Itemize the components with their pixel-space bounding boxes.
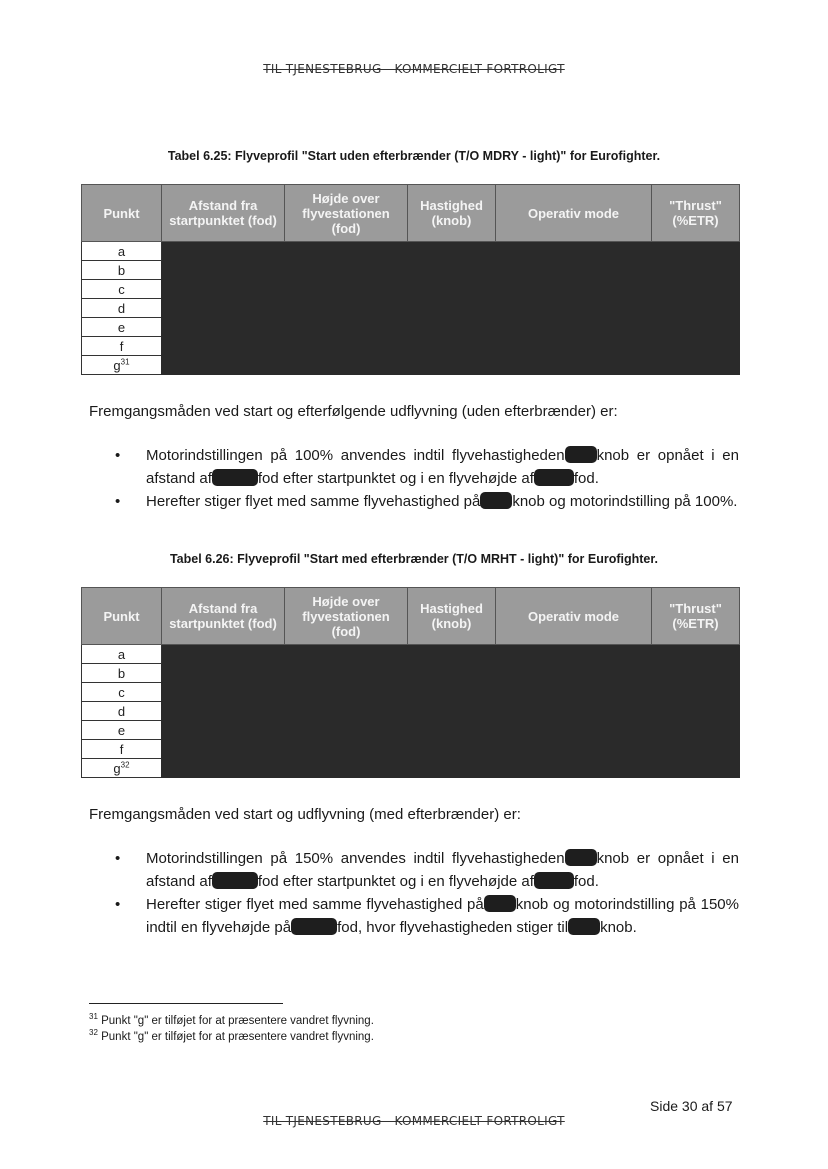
- header-thrust: "Thrust" (%ETR): [652, 185, 740, 242]
- point-label: c: [82, 683, 162, 702]
- redaction-mark: [534, 872, 574, 889]
- header-punkt: Punkt: [82, 185, 162, 242]
- table-caption-6-26: Tabel 6.26: Flyveprofil "Start med efterbrænder (T/O MRHT - light)" for Eurofighter.: [169, 552, 659, 566]
- flight-profile-table-no-afterburner: [81, 184, 740, 375]
- redaction-mark: [480, 492, 512, 509]
- footnote-ref[interactable]: 31: [120, 357, 130, 367]
- point-label: e: [82, 318, 162, 337]
- point-label: d: [82, 702, 162, 721]
- point-label: b: [82, 261, 162, 280]
- header-operative-mode: Operativ mode: [496, 588, 652, 645]
- redaction-mark: [212, 469, 258, 486]
- redaction-mark: [484, 895, 516, 912]
- procedure-intro: Fremgangsmåden ved start og efterfølgende udflyvning (uden efterbrænder) er:: [89, 403, 618, 420]
- classification-header: TIL TJENESTEBRUG - KOMMERCIELT FORTROLIGT: [263, 62, 565, 76]
- flight-profile-table-afterburner: [81, 587, 740, 778]
- point-label: a: [82, 645, 162, 664]
- header-speed: Hastighed (knob): [408, 185, 496, 242]
- header-altitude: Højde over flyvestationen (fod): [285, 588, 408, 645]
- footnote-ref[interactable]: 32: [120, 760, 130, 770]
- procedure-list: [89, 444, 739, 513]
- table-header-row: [82, 588, 740, 645]
- header-altitude: Højde over flyvestationen (fod): [285, 185, 408, 242]
- table-caption-6-25: Tabel 6.25: Flyveprofil "Start uden efterbrænder (T/O MDRY - light)" for Eurofighter.: [167, 149, 661, 163]
- redacted-block: [162, 645, 740, 778]
- list-item: • Herefter stiger flyet med samme flyvehastighed på knob og motorindstilling på 100%.: [89, 490, 739, 513]
- redaction-mark: [565, 849, 597, 866]
- redacted-block: [162, 242, 740, 375]
- list-item: • Herefter stiger flyet med samme flyvehastighed på knob og motorindstilling på 150% indtil en flyvehøjde på fod, hvor flyvehastigheden stiger til knob.: [89, 893, 739, 939]
- redaction-mark: [291, 918, 337, 935]
- footnote-divider: [89, 1003, 283, 1004]
- point-label: b: [82, 664, 162, 683]
- redaction-mark: [212, 872, 258, 889]
- point-label: d: [82, 299, 162, 318]
- point-label: f: [82, 740, 162, 759]
- redaction-mark: [565, 446, 597, 463]
- table-row: [82, 242, 740, 261]
- point-label: c: [82, 280, 162, 299]
- footnote-31: $^{31}$ Punkt "g" er tilføjet for at præsentere vandret flyvning.: [89, 1012, 374, 1027]
- page-number: Side 30 af 57: [650, 1098, 733, 1114]
- table-header-row: [82, 185, 740, 242]
- procedure-list: [89, 847, 739, 939]
- point-label: $g^{31}$: [82, 356, 162, 375]
- header-distance: Afstand fra startpunktet (fod): [162, 185, 285, 242]
- classification-footer: TIL TJENESTEBRUG - KOMMERCIELT FORTROLIGT: [263, 1114, 565, 1128]
- point-label: $g^{32}$: [82, 759, 162, 778]
- header-distance: Afstand fra startpunktet (fod): [162, 588, 285, 645]
- header-operative-mode: Operativ mode: [496, 185, 652, 242]
- table-row: [82, 645, 740, 664]
- list-item: • Motorindstillingen på 150% anvendes indtil flyvehastigheden knob er opnået i en afstand af fod efter startpunktet og i en flyvehøjde af fod.: [89, 847, 739, 893]
- procedure-intro: Fremgangsmåden ved start og udflyvning (med efterbrænder) er:: [89, 806, 521, 823]
- point-label: e: [82, 721, 162, 740]
- point-label: f: [82, 337, 162, 356]
- redaction-mark: [534, 469, 574, 486]
- list-item: • Motorindstillingen på 100% anvendes indtil flyvehastigheden knob er opnået i en afstand af fod efter startpunktet og i en flyvehøjde af fod.: [89, 444, 739, 490]
- footnote-32: $^{32}$ Punkt "g" er tilføjet for at præsentere vandret flyvning.: [89, 1028, 374, 1043]
- point-label: a: [82, 242, 162, 261]
- header-punkt: Punkt: [82, 588, 162, 645]
- header-speed: Hastighed (knob): [408, 588, 496, 645]
- redaction-mark: [568, 918, 600, 935]
- header-thrust: "Thrust" (%ETR): [652, 588, 740, 645]
